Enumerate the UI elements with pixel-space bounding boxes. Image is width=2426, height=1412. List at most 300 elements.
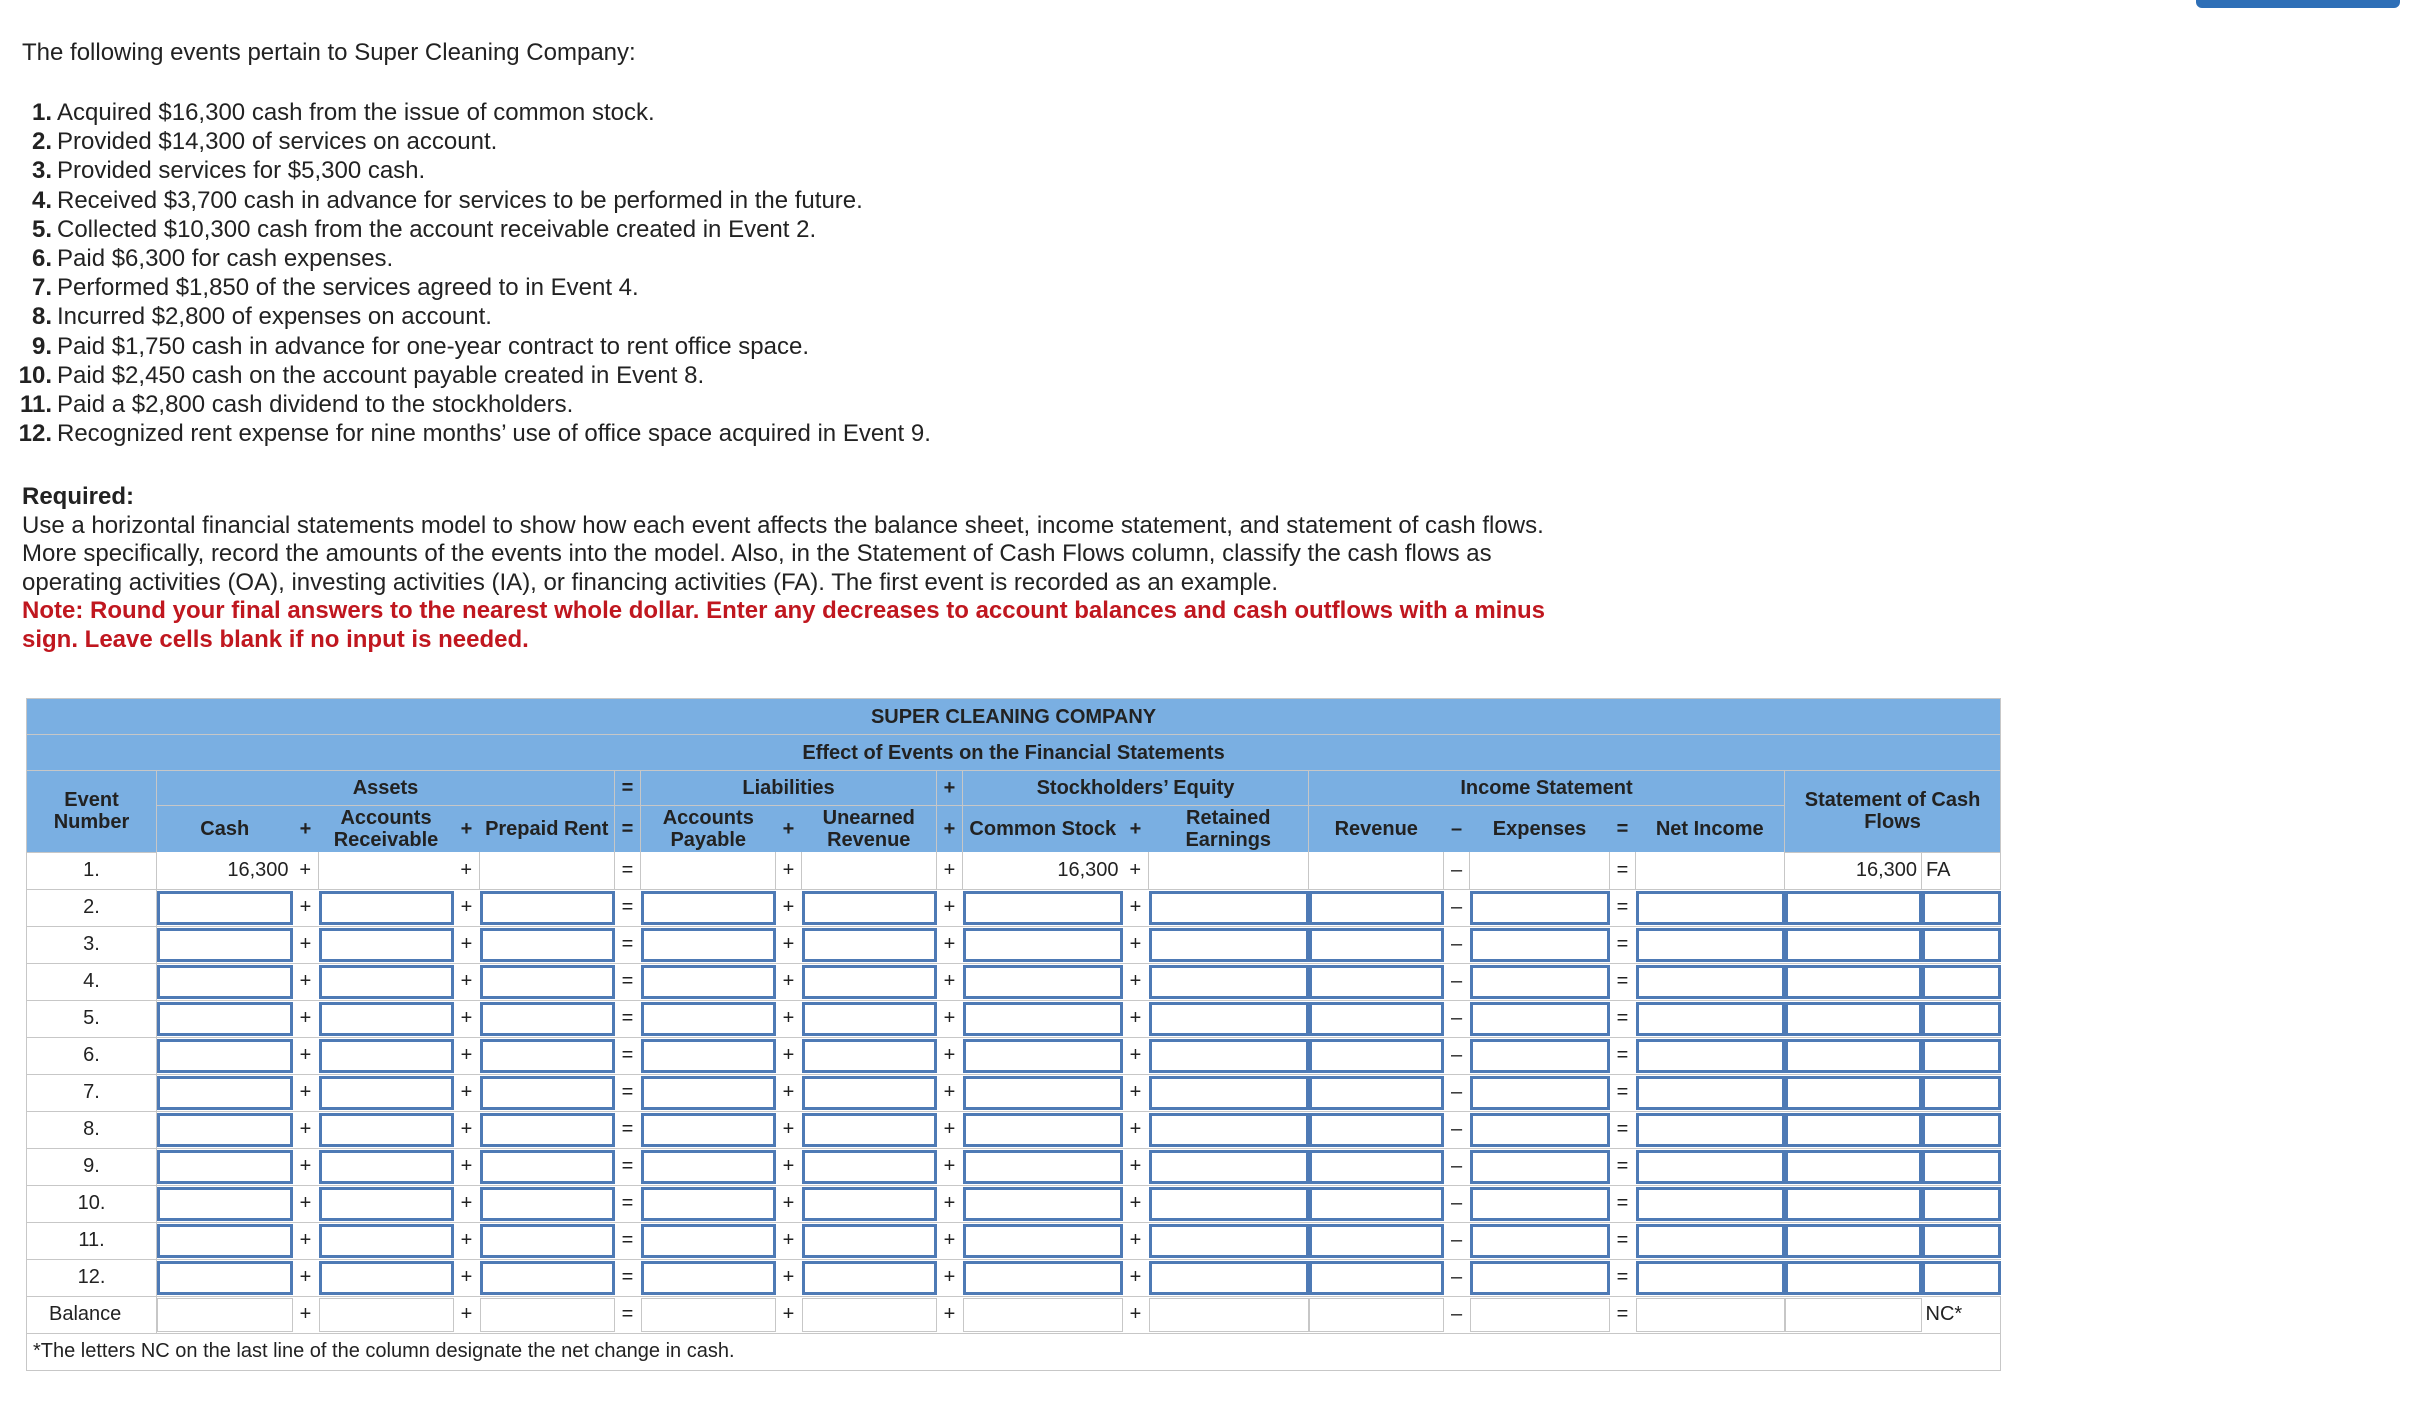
revenue-input[interactable] bbox=[1309, 891, 1444, 925]
revenue-input[interactable] bbox=[1309, 1002, 1444, 1036]
revenue-input[interactable] bbox=[1309, 1039, 1444, 1073]
equals-sign: = bbox=[615, 1185, 641, 1222]
accounts-receivable-input[interactable] bbox=[319, 1261, 454, 1295]
cash-input[interactable] bbox=[157, 1039, 293, 1073]
plus-sign: + bbox=[293, 1074, 319, 1111]
cash-flow-amount-cell bbox=[1785, 1185, 1922, 1222]
common-stock-input[interactable] bbox=[963, 965, 1123, 999]
cash-flow-class-input[interactable] bbox=[1922, 1039, 2001, 1073]
retained-earnings-cell bbox=[1149, 889, 1309, 926]
cash-flow-amount-input[interactable] bbox=[1785, 1298, 1922, 1332]
event-item-text: Incurred $2,800 of expenses on account. bbox=[57, 303, 492, 331]
equals-sign: = bbox=[1610, 889, 1636, 926]
unearned-revenue-input[interactable] bbox=[802, 965, 937, 999]
equals-sign: = bbox=[1610, 1148, 1636, 1185]
plus-sign: + bbox=[776, 963, 802, 1000]
table-row bbox=[27, 1148, 2001, 1185]
event-number: 6. bbox=[27, 1037, 157, 1074]
accounts-payable-input[interactable] bbox=[641, 1150, 776, 1184]
prepaid-rent-input[interactable] bbox=[480, 1113, 615, 1147]
equals-sign: = bbox=[615, 771, 641, 806]
plus-sign: + bbox=[293, 963, 319, 1000]
cash-input[interactable] bbox=[157, 891, 293, 925]
expenses-cell bbox=[1470, 1000, 1610, 1037]
net-income-header: Net Income bbox=[1636, 806, 1785, 853]
revenue-input[interactable] bbox=[1309, 1224, 1444, 1258]
cash-flow-class-input[interactable] bbox=[1922, 1224, 2001, 1258]
net-income-input[interactable] bbox=[1636, 1113, 1785, 1147]
event-item bbox=[10, 186, 931, 215]
accounts-payable-input[interactable] bbox=[641, 1113, 776, 1147]
net-income-cell bbox=[1636, 1037, 1785, 1074]
expenses-input[interactable] bbox=[1470, 1261, 1610, 1295]
plus-sign: + bbox=[454, 806, 480, 853]
accounts-receivable-input[interactable] bbox=[319, 1002, 454, 1036]
unearned-revenue-input[interactable] bbox=[802, 1187, 937, 1221]
plus-sign: + bbox=[454, 1222, 480, 1259]
event-item bbox=[10, 215, 931, 244]
plus-sign: + bbox=[1123, 1037, 1149, 1074]
plus-sign: + bbox=[937, 1074, 963, 1111]
plus-sign: + bbox=[937, 1148, 963, 1185]
cash-flow-class-input[interactable] bbox=[1922, 1150, 2001, 1184]
net-income-cell bbox=[1636, 1148, 1785, 1185]
prepaid-rent-input[interactable] bbox=[480, 1076, 615, 1110]
plus-sign: + bbox=[293, 806, 319, 853]
cash-cell bbox=[157, 889, 293, 926]
net-income-input[interactable] bbox=[1636, 1076, 1785, 1110]
net-income-input[interactable] bbox=[1636, 928, 1785, 962]
expenses-input[interactable] bbox=[1470, 1039, 1610, 1073]
cash-flow-class-cell bbox=[1922, 963, 2001, 1000]
common-stock-cell bbox=[963, 1111, 1123, 1148]
unearned-revenue-cell bbox=[802, 1074, 937, 1111]
event-item-number: 3. bbox=[31, 157, 52, 185]
unearned-revenue-cell bbox=[802, 1037, 937, 1074]
retained-earnings-input[interactable] bbox=[1149, 928, 1309, 962]
cash-header: Cash bbox=[157, 806, 293, 853]
accounts-payable-cell bbox=[641, 1148, 776, 1185]
cash-cell bbox=[157, 963, 293, 1000]
equals-sign: = bbox=[615, 1222, 641, 1259]
expenses-input[interactable] bbox=[1470, 928, 1610, 962]
cash-flow-class-input[interactable] bbox=[1922, 1187, 2001, 1221]
expenses-input[interactable] bbox=[1470, 1002, 1610, 1036]
plus-sign: + bbox=[293, 1000, 319, 1037]
retained-earnings-input[interactable] bbox=[1149, 1224, 1309, 1258]
cash-cell bbox=[157, 1296, 293, 1333]
retained-earnings-input[interactable] bbox=[1149, 1076, 1309, 1110]
unearned-revenue-input[interactable] bbox=[802, 1002, 937, 1036]
expenses-input[interactable] bbox=[1470, 1298, 1610, 1332]
plus-sign: + bbox=[454, 963, 480, 1000]
cash-input[interactable] bbox=[157, 1150, 293, 1184]
retained-earnings-input[interactable] bbox=[1149, 1261, 1309, 1295]
revenue-input[interactable] bbox=[1309, 1187, 1444, 1221]
cash-flow-class: NC* bbox=[1922, 1296, 2001, 1333]
equals-sign: = bbox=[615, 1037, 641, 1074]
unearned-revenue-cell bbox=[802, 926, 937, 963]
cash-flow-class-input[interactable] bbox=[1922, 1261, 2001, 1295]
unearned-revenue-input[interactable] bbox=[802, 928, 937, 962]
accounts-payable-input[interactable] bbox=[641, 965, 776, 999]
event-item-text: Performed $1,850 of the services agreed to in Event 4. bbox=[57, 274, 639, 302]
revenue-cell bbox=[1309, 1000, 1444, 1037]
net-income-input[interactable] bbox=[1636, 1224, 1785, 1258]
net-income-input[interactable] bbox=[1636, 1039, 1785, 1073]
retained-earnings-input[interactable] bbox=[1149, 1039, 1309, 1073]
event-number: 10. bbox=[27, 1185, 157, 1222]
cash-flow-amount-input[interactable] bbox=[1785, 965, 1922, 999]
equals-sign: = bbox=[1610, 1259, 1636, 1296]
accounts-payable-cell bbox=[641, 1259, 776, 1296]
accounts-receivable-input[interactable] bbox=[319, 1076, 454, 1110]
revenue-cell bbox=[1309, 1037, 1444, 1074]
cash-input[interactable] bbox=[157, 1002, 293, 1036]
unearned-revenue-input[interactable] bbox=[802, 1298, 937, 1332]
accounts-payable-cell bbox=[641, 852, 776, 889]
cash-flow-amount-input[interactable] bbox=[1785, 1187, 1922, 1221]
event-number: 3. bbox=[27, 926, 157, 963]
plus-sign: + bbox=[293, 889, 319, 926]
event-number: 7. bbox=[27, 1074, 157, 1111]
cash-flow-class-cell bbox=[1922, 1037, 2001, 1074]
retained-earnings-cell bbox=[1149, 1296, 1309, 1333]
unearned-revenue-cell bbox=[802, 1185, 937, 1222]
equals-sign: = bbox=[615, 889, 641, 926]
common-stock-input[interactable] bbox=[963, 1261, 1123, 1295]
revenue-input[interactable] bbox=[1309, 928, 1444, 962]
common-stock-input[interactable] bbox=[963, 928, 1123, 962]
accounts-receivable-input[interactable] bbox=[319, 1187, 454, 1221]
retained-earnings-input[interactable] bbox=[1149, 1298, 1309, 1332]
plus-sign: + bbox=[454, 1148, 480, 1185]
net-income-input[interactable] bbox=[1636, 1150, 1785, 1184]
common-stock-cell bbox=[963, 1000, 1123, 1037]
prepaid-rent-cell bbox=[480, 1148, 615, 1185]
unearned-revenue-cell bbox=[802, 852, 937, 889]
accounts-payable-cell bbox=[641, 1111, 776, 1148]
cash-flow-class-input[interactable] bbox=[1922, 891, 2001, 925]
common-stock-input[interactable] bbox=[963, 1224, 1123, 1258]
cash-cell bbox=[157, 1185, 293, 1222]
prepaid-rent-cell bbox=[480, 1037, 615, 1074]
plus-sign: + bbox=[454, 1037, 480, 1074]
cash-flow-amount-cell bbox=[1785, 926, 1922, 963]
cash-input[interactable] bbox=[157, 1113, 293, 1147]
required-heading: Required: bbox=[22, 483, 135, 510]
accounts-payable-input[interactable] bbox=[641, 1298, 776, 1332]
revenue-input[interactable] bbox=[1309, 1113, 1444, 1147]
prepaid-rent-input[interactable] bbox=[480, 1039, 615, 1073]
plus-sign: + bbox=[293, 1296, 319, 1333]
accounts-receivable-input[interactable] bbox=[319, 1298, 454, 1332]
revenue-cell bbox=[1309, 926, 1444, 963]
equals-sign: = bbox=[1610, 1111, 1636, 1148]
cash-flow-amount: 16,300 bbox=[1785, 852, 1922, 889]
retained-earnings-cell bbox=[1149, 1148, 1309, 1185]
common-stock-input[interactable] bbox=[963, 891, 1123, 925]
cash-flow-class-input[interactable] bbox=[1922, 928, 2001, 962]
common-stock-cell bbox=[963, 1074, 1123, 1111]
plus-sign: + bbox=[776, 806, 802, 853]
cash-flow-class-cell bbox=[1922, 1000, 2001, 1037]
common-stock-input[interactable] bbox=[963, 1150, 1123, 1184]
event-number: 12. bbox=[27, 1259, 157, 1296]
expenses-input[interactable] bbox=[1470, 1113, 1610, 1147]
revenue-cell bbox=[1309, 852, 1444, 889]
expenses-input[interactable] bbox=[1470, 1150, 1610, 1184]
prepaid-rent-input[interactable] bbox=[480, 1298, 615, 1332]
expenses-input[interactable] bbox=[1470, 965, 1610, 999]
accounts-payable-cell bbox=[641, 1000, 776, 1037]
expenses-cell bbox=[1470, 1296, 1610, 1333]
net-income-cell bbox=[1636, 1222, 1785, 1259]
revenue-input[interactable] bbox=[1309, 1076, 1444, 1110]
prepaid-rent-input[interactable] bbox=[480, 891, 615, 925]
net-income-input[interactable] bbox=[1636, 1002, 1785, 1036]
common-stock-input[interactable] bbox=[963, 1298, 1123, 1332]
expenses-input[interactable] bbox=[1470, 891, 1610, 925]
event-item-text: Paid $6,300 for cash expenses. bbox=[57, 245, 394, 273]
common-stock-cell bbox=[963, 1222, 1123, 1259]
net-income-input[interactable] bbox=[1636, 965, 1785, 999]
revenue-cell bbox=[1309, 1259, 1444, 1296]
cash-input[interactable] bbox=[157, 965, 293, 999]
revenue-input[interactable] bbox=[1309, 965, 1444, 999]
unearned-revenue-input[interactable] bbox=[802, 1113, 937, 1147]
cash-flow-class-input[interactable] bbox=[1922, 1002, 2001, 1036]
common-stock-input[interactable] bbox=[963, 1113, 1123, 1147]
common-stock-input[interactable] bbox=[963, 1187, 1123, 1221]
assets-header: Assets bbox=[157, 771, 615, 806]
minus-sign: – bbox=[1444, 852, 1470, 889]
net-income-input[interactable] bbox=[1636, 1187, 1785, 1221]
accounts-receivable-cell bbox=[319, 926, 454, 963]
prepaid-rent-input[interactable] bbox=[480, 1187, 615, 1221]
unearned-revenue-input[interactable] bbox=[802, 1261, 937, 1295]
common-stock-cell: 16,300 bbox=[963, 852, 1123, 889]
common-stock-cell bbox=[963, 889, 1123, 926]
accounts-payable-input[interactable] bbox=[641, 928, 776, 962]
cash-flow-amount-input[interactable] bbox=[1785, 928, 1922, 962]
retained-earnings-input[interactable] bbox=[1149, 1187, 1309, 1221]
equals-sign: = bbox=[615, 1296, 641, 1333]
event-item bbox=[10, 302, 931, 331]
cash-cell bbox=[157, 1000, 293, 1037]
cash-flow-amount-input[interactable] bbox=[1785, 891, 1922, 925]
net-income-cell bbox=[1636, 963, 1785, 1000]
event-number: 4. bbox=[27, 963, 157, 1000]
cash-flow-class-input[interactable] bbox=[1922, 1076, 2001, 1110]
common-stock-input[interactable] bbox=[963, 1039, 1123, 1073]
plus-sign: + bbox=[1123, 1259, 1149, 1296]
cash-cell: 16,300 bbox=[157, 852, 293, 889]
plus-sign: + bbox=[776, 889, 802, 926]
unearned-revenue-input[interactable] bbox=[802, 1224, 937, 1258]
event-item-number: 12. bbox=[18, 420, 52, 448]
cash-flow-class-input[interactable] bbox=[1922, 1113, 2001, 1147]
balance-label: Balance bbox=[27, 1296, 157, 1333]
top-action-bar[interactable] bbox=[2196, 0, 2400, 8]
net-income-input[interactable] bbox=[1636, 891, 1785, 925]
retained-earnings-input[interactable] bbox=[1149, 1150, 1309, 1184]
accounts-receivable-input[interactable] bbox=[319, 891, 454, 925]
accounts-payable-input[interactable] bbox=[641, 1187, 776, 1221]
unearned-revenue-input[interactable] bbox=[802, 891, 937, 925]
accounts-receivable-input[interactable] bbox=[319, 1150, 454, 1184]
cash-flow-amount-input[interactable] bbox=[1785, 1261, 1922, 1295]
common-stock-input[interactable] bbox=[963, 1076, 1123, 1110]
retained-earnings-input[interactable] bbox=[1149, 891, 1309, 925]
equity-header: Stockholders’ Equity bbox=[963, 771, 1309, 806]
plus-sign: + bbox=[293, 852, 319, 889]
event-item-text: Acquired $16,300 cash from the issue of common stock. bbox=[57, 99, 655, 126]
equals-sign: = bbox=[1610, 806, 1636, 853]
prepaid-rent-cell bbox=[480, 889, 615, 926]
cash-input[interactable] bbox=[157, 1076, 293, 1110]
cash-flow-amount-input[interactable] bbox=[1785, 1076, 1922, 1110]
accounts-receivable-cell bbox=[319, 889, 454, 926]
accounts-payable-input[interactable] bbox=[641, 1224, 776, 1258]
revenue-cell bbox=[1309, 1296, 1444, 1333]
cash-flow-amount-cell bbox=[1785, 1074, 1922, 1111]
prepaid-rent-header: Prepaid Rent bbox=[480, 806, 615, 853]
unearned-revenue-input[interactable] bbox=[802, 1039, 937, 1073]
accounts-payable-input[interactable] bbox=[641, 1002, 776, 1036]
event-number: 5. bbox=[27, 1000, 157, 1037]
accounts-receivable-input[interactable] bbox=[319, 965, 454, 999]
cash-flow-amount-input[interactable] bbox=[1785, 1113, 1922, 1147]
retained-earnings-input[interactable] bbox=[1149, 965, 1309, 999]
expenses-cell bbox=[1470, 1185, 1610, 1222]
revenue-input[interactable] bbox=[1309, 1298, 1444, 1332]
expenses-cell bbox=[1470, 963, 1610, 1000]
event-item bbox=[10, 273, 931, 302]
net-income-cell bbox=[1636, 926, 1785, 963]
accounts-receivable-input[interactable] bbox=[319, 1224, 454, 1258]
net-income-input[interactable] bbox=[1636, 1261, 1785, 1295]
expenses-input[interactable] bbox=[1470, 1224, 1610, 1258]
cash-flows-header: Statement of Cash Flows bbox=[1785, 771, 2001, 853]
plus-sign: + bbox=[937, 1000, 963, 1037]
plus-sign: + bbox=[1123, 1111, 1149, 1148]
common-stock-input[interactable] bbox=[963, 1002, 1123, 1036]
retained-earnings-input[interactable] bbox=[1149, 1002, 1309, 1036]
accounts-payable-input[interactable] bbox=[641, 1076, 776, 1110]
revenue-cell bbox=[1309, 1185, 1444, 1222]
cash-flow-amount-cell bbox=[1785, 1148, 1922, 1185]
event-item-text: Paid $1,750 cash in advance for one-year contract to rent office space. bbox=[57, 332, 810, 360]
prepaid-rent-cell bbox=[480, 852, 615, 889]
plus-sign: + bbox=[937, 1296, 963, 1333]
accounts-receivable-input[interactable] bbox=[319, 1113, 454, 1147]
expenses-input[interactable] bbox=[1470, 1187, 1610, 1221]
revenue-input[interactable] bbox=[1309, 1150, 1444, 1184]
prepaid-rent-input[interactable] bbox=[480, 1224, 615, 1258]
unearned-revenue-cell bbox=[802, 1111, 937, 1148]
minus-sign: – bbox=[1444, 963, 1470, 1000]
cash-cell bbox=[157, 1148, 293, 1185]
accounts-receivable-cell bbox=[319, 1000, 454, 1037]
accounts-receivable-input[interactable] bbox=[319, 928, 454, 962]
retained-earnings-header: Retained Earnings bbox=[1149, 806, 1309, 853]
plus-sign: + bbox=[776, 1074, 802, 1111]
plus-sign: + bbox=[776, 1296, 802, 1333]
prepaid-rent-cell bbox=[480, 1111, 615, 1148]
revenue-input[interactable] bbox=[1309, 1261, 1444, 1295]
accounts-payable-input[interactable] bbox=[641, 891, 776, 925]
equals-sign: = bbox=[615, 1111, 641, 1148]
plus-sign: + bbox=[937, 771, 963, 806]
cash-flow-class-input[interactable] bbox=[1922, 965, 2001, 999]
cash-input[interactable] bbox=[157, 1298, 293, 1332]
accounts-receivable-input[interactable] bbox=[319, 1039, 454, 1073]
minus-sign: – bbox=[1444, 806, 1470, 853]
cash-input[interactable] bbox=[157, 1224, 293, 1258]
plus-sign: + bbox=[937, 1259, 963, 1296]
event-item bbox=[10, 156, 931, 185]
prepaid-rent-input[interactable] bbox=[480, 1261, 615, 1295]
accounts-payable-input[interactable] bbox=[641, 1261, 776, 1295]
event-number: 8. bbox=[27, 1111, 157, 1148]
unearned-revenue-input[interactable] bbox=[802, 1150, 937, 1184]
plus-sign: + bbox=[1123, 1000, 1149, 1037]
cash-flow-class-cell bbox=[1922, 1185, 2001, 1222]
minus-sign: – bbox=[1444, 1074, 1470, 1111]
equals-sign: = bbox=[1610, 1074, 1636, 1111]
cash-input[interactable] bbox=[157, 1261, 293, 1295]
prepaid-rent-input[interactable] bbox=[480, 965, 615, 999]
prepaid-rent-cell bbox=[480, 1074, 615, 1111]
retained-earnings-input[interactable] bbox=[1149, 1113, 1309, 1147]
cash-flow-class-cell bbox=[1922, 1222, 2001, 1259]
event-item bbox=[10, 332, 931, 361]
event-item bbox=[10, 98, 931, 127]
cash-input[interactable] bbox=[157, 928, 293, 962]
expenses-input[interactable] bbox=[1470, 1076, 1610, 1110]
retained-earnings-cell bbox=[1149, 1000, 1309, 1037]
event-number: 1. bbox=[27, 852, 157, 889]
accounts-receivable-cell bbox=[319, 1074, 454, 1111]
event-item bbox=[10, 127, 931, 156]
company-title: SUPER CLEANING COMPANY bbox=[27, 699, 2001, 735]
prepaid-rent-input[interactable] bbox=[480, 1002, 615, 1036]
cash-flow-amount-input[interactable] bbox=[1785, 1039, 1922, 1073]
cash-flow-amount-input[interactable] bbox=[1785, 1150, 1922, 1184]
plus-sign: + bbox=[454, 1296, 480, 1333]
unearned-revenue-input[interactable] bbox=[802, 1076, 937, 1110]
equals-sign: = bbox=[1610, 1296, 1636, 1333]
cash-flow-amount-input[interactable] bbox=[1785, 1002, 1922, 1036]
table-row bbox=[27, 963, 2001, 1000]
accounts-payable-input[interactable] bbox=[641, 1039, 776, 1073]
net-income-cell bbox=[1636, 1259, 1785, 1296]
minus-sign: – bbox=[1444, 1222, 1470, 1259]
prepaid-rent-input[interactable] bbox=[480, 928, 615, 962]
table-row bbox=[27, 1111, 2001, 1148]
plus-sign: + bbox=[454, 1074, 480, 1111]
minus-sign: – bbox=[1444, 1185, 1470, 1222]
plus-sign: + bbox=[1123, 1185, 1149, 1222]
cash-input[interactable] bbox=[157, 1187, 293, 1221]
revenue-cell bbox=[1309, 1074, 1444, 1111]
prepaid-rent-input[interactable] bbox=[480, 1150, 615, 1184]
accounts-payable-cell bbox=[641, 1222, 776, 1259]
table-row bbox=[27, 1000, 2001, 1037]
cash-flow-amount-input[interactable] bbox=[1785, 1224, 1922, 1258]
net-income-input[interactable] bbox=[1636, 1298, 1785, 1332]
